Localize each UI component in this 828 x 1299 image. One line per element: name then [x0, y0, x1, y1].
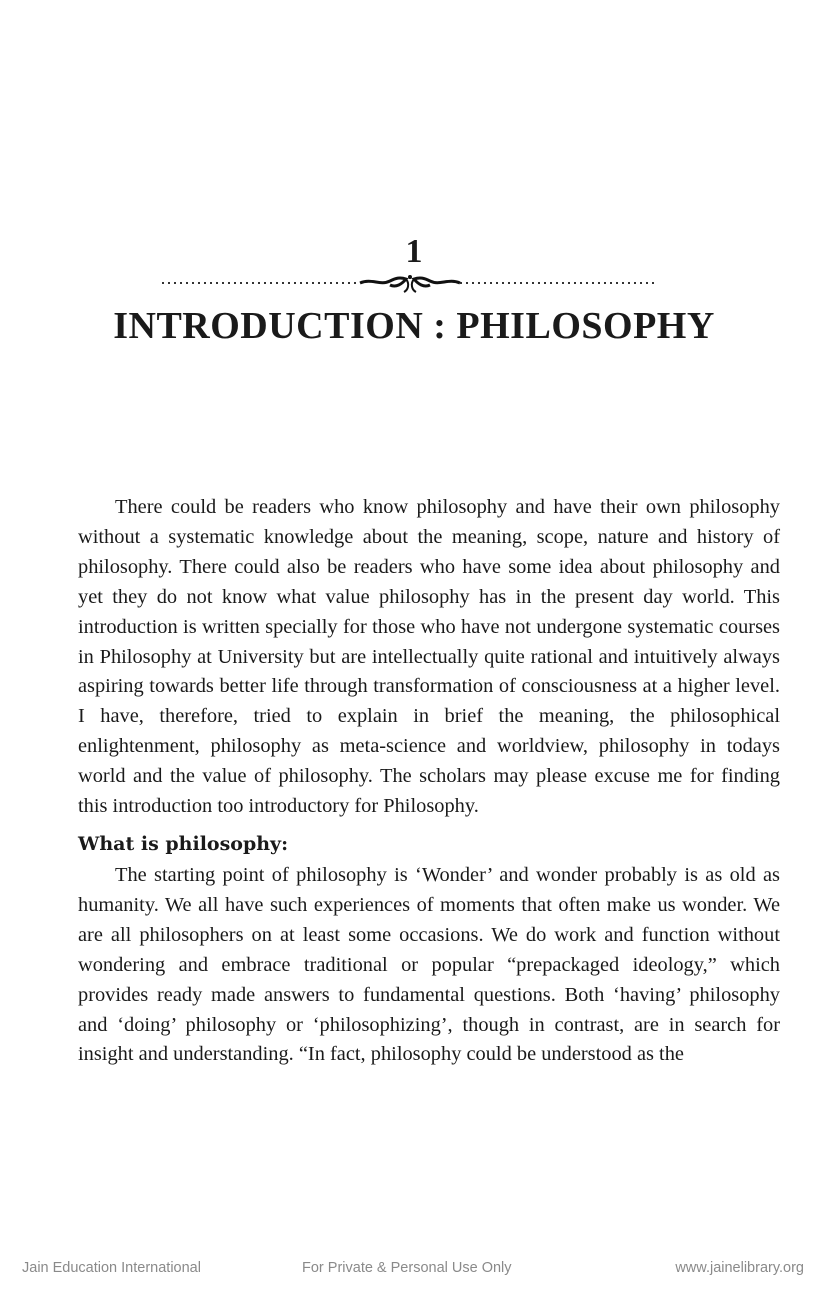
- chapter-number: 1: [405, 233, 423, 270]
- intro-paragraph: There could be readers who know philosophy and have their own philosophy without a systematic knowledge about the meaning, scope, nature and history of philosophy. There could also be readers who have some idea about philosophy and yet they do not know what value philosophy has in the present day world. This introduction is written specially for those who have not undergone systematic courses in Philosophy at University but are intellectually quite rational and intuitively always aspiring towards better life through transformation of consciousness at a higher level. I have, therefore, tried to explain in brief the meaning, the philosophical enlightenment, philosophy as meta-science and worldview, philosophy in todays world and the value of philosophy. The scholars may please excuse me for finding this introduction too introductory for Philosophy.: [78, 496, 780, 818]
- ornament-divider: [160, 270, 660, 296]
- footer-publisher: Jain Education International: [22, 1260, 201, 1276]
- footer-website: www.jainelibrary.org: [675, 1260, 804, 1276]
- section-paragraph: The starting point of philosophy is ‘Wonder’ and wonder probably is as old as humanity. We all have such experiences of moments that often make us wonder. We are all philosophers on at least some occasions. We do work and function without wondering and embrace traditional or popular “prepackaged ideology,” which provides ready made answers to fundamental questions. Both ‘having’ philosophy and ‘doing’ philosophy or ‘philosophizing’, though in contrast, are in search for insight and understanding. “In fact, philosophy could be understood as the: [78, 863, 780, 1066]
- chapter-title: INTRODUCTION : PHILOSOPHY: [113, 305, 715, 347]
- body-text: [78, 493, 780, 1070]
- section-heading: What is philosophy:: [78, 832, 289, 855]
- footer-usage-note: For Private & Personal Use Only: [302, 1260, 512, 1276]
- page-footer: [0, 1260, 828, 1280]
